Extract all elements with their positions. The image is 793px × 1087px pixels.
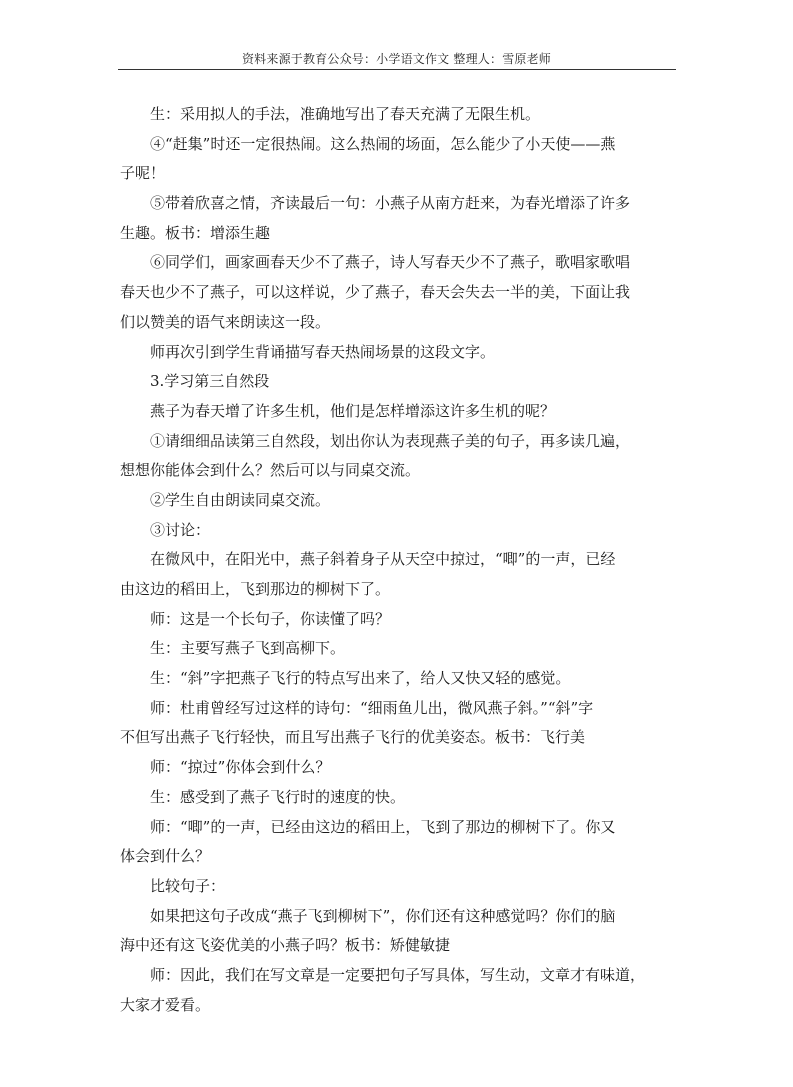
page-header: 资料来源于教育公众号：小学语文作文 整理人：雪原老师 (241, 52, 552, 66)
text-line: 比较句子： (150, 876, 226, 895)
text-line: 想想你能体会到什么？然后可以与同桌交流。 (120, 461, 421, 480)
text-line: ⑥同学们，画家画春天少不了燕子，诗人写春天少不了燕子，歌唱家歌唱 (150, 253, 631, 272)
document-body (120, 100, 676, 1020)
text-line: 子呢！ (120, 164, 166, 183)
text-line: 生：主要写燕子飞到高柳下。 (150, 639, 346, 658)
text-line: ①请细细品读第三自然段，划出你认为表现燕子美的句子，再多读几遍， (150, 431, 631, 450)
header-divider (118, 69, 676, 70)
text-line: 海中还有这飞姿优美的小燕子吗？板书：矫健敏捷 (120, 936, 451, 955)
text-line: 3.学习第三自然段 (150, 372, 270, 391)
text-line: 燕子为春天增了许多生机，他们是怎样增添这许多生机的呢？ (150, 401, 556, 420)
text-line: 在微风中，在阳光中，燕子斜着身子从天空中掠过，“唧”的一声，已经 (150, 550, 616, 569)
text-line: ⑤带着欣喜之情，齐读最后一句：小燕子从南方赶来，为春光增添了许多 (150, 194, 631, 213)
text-line: 由这边的稻田上，飞到那边的柳树下了。 (120, 580, 391, 598)
text-line: 生：“斜”字把燕子飞行的特点写出来了，给人又快又轻的感觉。 (150, 669, 571, 688)
text-line: 体会到什么？ (120, 847, 211, 866)
text-line: ③讨论： (150, 520, 211, 539)
text-line: 们以赞美的语气来朗读这一段。 (120, 312, 331, 331)
text-line: 如果把这句子改成“燕子飞到柳树下”，你们还有这种感觉吗？你们的脑 (150, 906, 616, 925)
text-line: 师再次引到学生背诵描写春天热闹场景的这段文字。 (150, 342, 496, 361)
text-line: 师：“唧”的一声，已经由这边的稻田上，飞到了那边的柳树下了。你又 (150, 817, 616, 836)
text-line: 不但写出燕子飞行轻快，而且写出燕子飞行的优美姿态。板书：飞行美 (120, 728, 586, 747)
text-line: 师：这是一个长句子，你读懂了吗？ (150, 609, 391, 628)
text-line: ④“赶集”时还一定很热闹。这么热闹的场面，怎么能少了小天使——燕 (150, 134, 616, 153)
text-line: ②学生自由朗读同桌交流。 (150, 490, 331, 509)
text-line: 生：采用拟人的手法，准确地写出了春天充满了无限生机。 (150, 105, 541, 123)
text-line: 春天也少不了燕子，可以这样说，少了燕子，春天会失去一半的美，下面让我 (120, 283, 631, 302)
text-line: 生趣。板书：增添生趣 (120, 223, 271, 242)
text-line: 生：感受到了燕子飞行时的速度的快。 (150, 787, 406, 806)
text-line: 师：杜甫曾经写过这样的诗句：“细雨鱼儿出，微风燕子斜。”“斜”字 (150, 698, 594, 717)
text-line: 师：因此，我们在写文章是一定要把句子写具体，写生动，文章才有味道， (150, 965, 646, 984)
text-line: 大家才爱看。 (120, 995, 211, 1014)
text-line: 师：“掠过”你体会到什么？ (150, 758, 331, 777)
